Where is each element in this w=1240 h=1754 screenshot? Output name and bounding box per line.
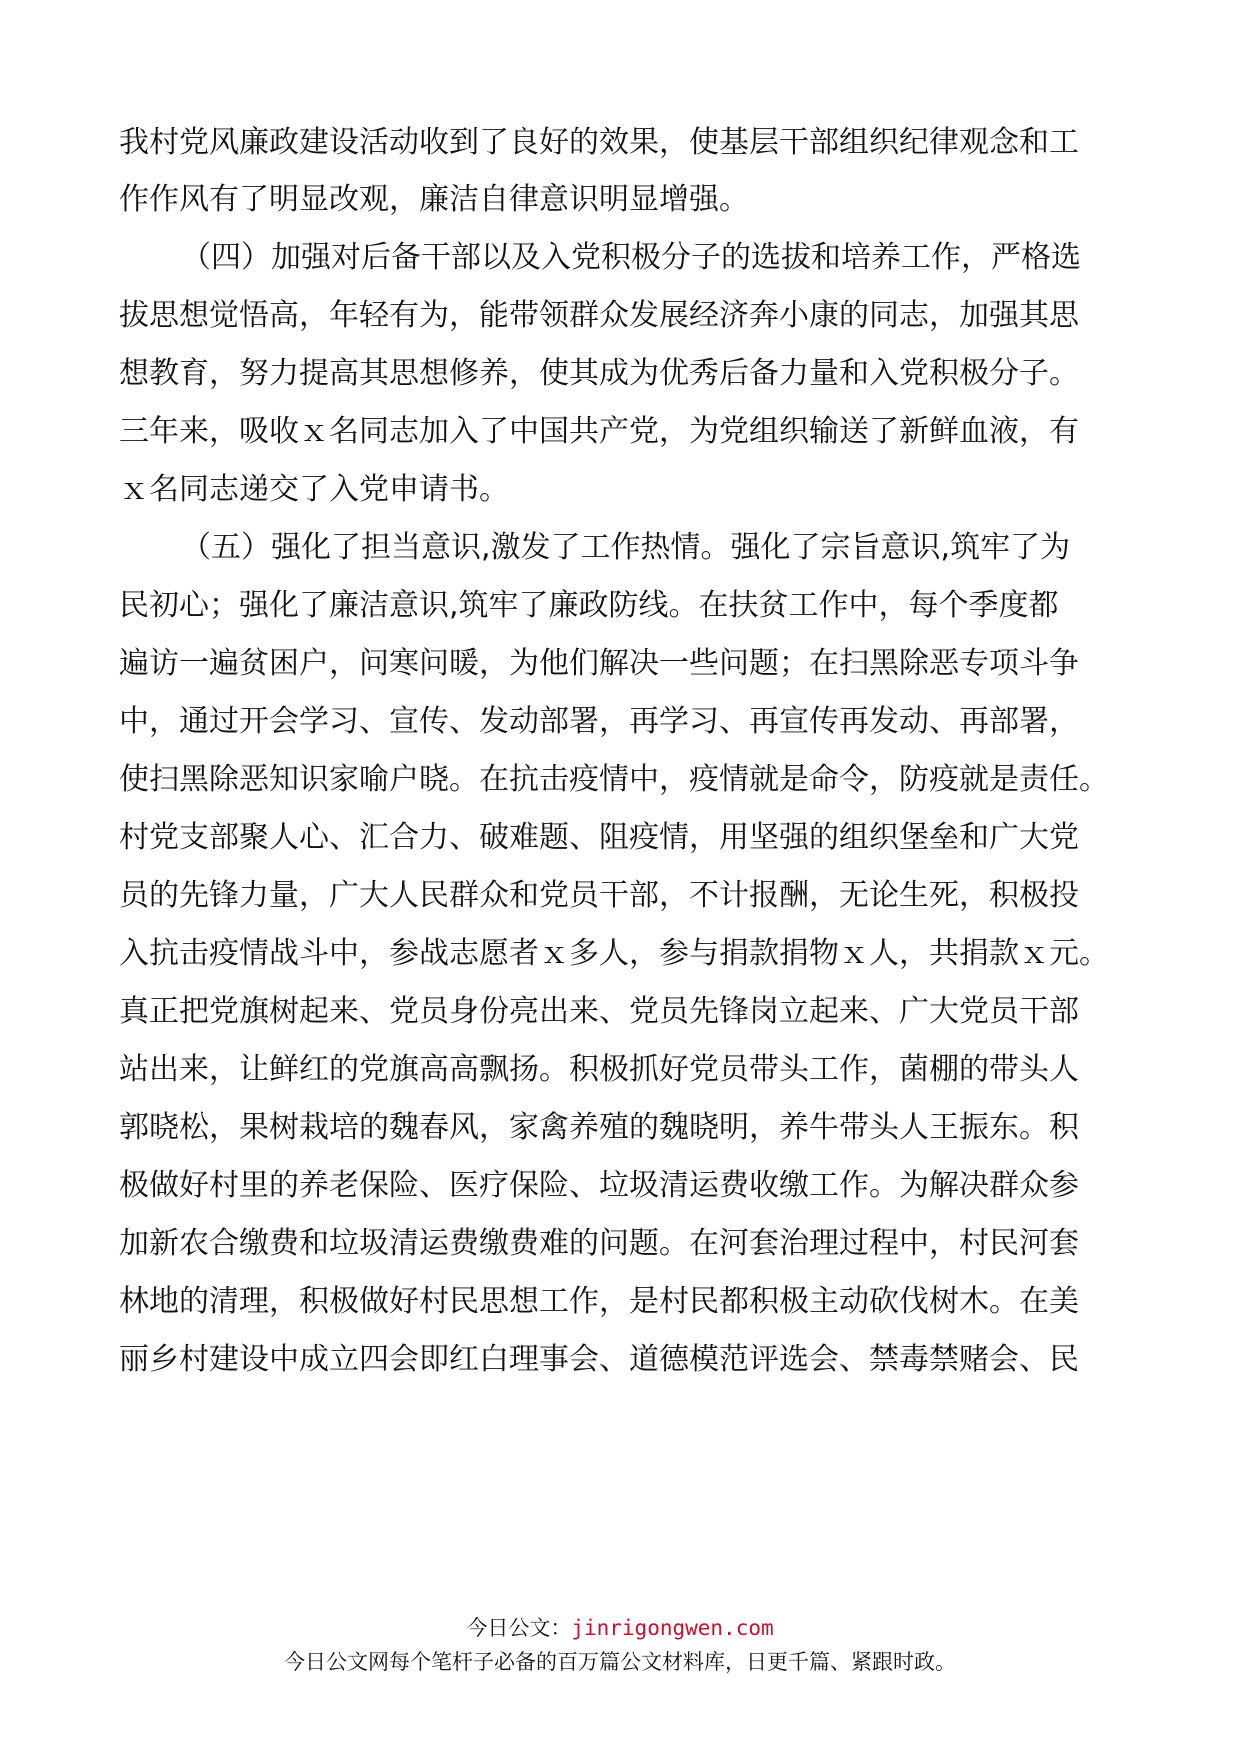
- paragraph-line: 真正把党旗树起来、党员身份亮出来、党员先锋岗立起来、广大党员干部: [119, 994, 1079, 1029]
- paragraph-line: 作作风有了明显改观，廉洁自律意识明显增强。: [119, 182, 749, 217]
- paragraph-line: （五）强化了担当意识,激发了工作热情。强化了宗旨意识,筑牢了为: [181, 530, 1071, 565]
- paragraph-line: 遍访一遍贫困户，问寒问暖，为他们解决一些问题；在扫黑除恶专项斗争: [119, 646, 1079, 681]
- paragraph-line: 中，通过开会学习、宣传、发动部署，再学习、再宣传再发动、再部署，: [119, 704, 1079, 739]
- paragraph-line: 民初心；强化了廉洁意识,筑牢了廉政防线。在扶贫工作中，每个季度都: [119, 588, 1059, 623]
- paragraph-line: 加新农合缴费和垃圾清运费缴费难的问题。在河套治理过程中，村民河套: [119, 1226, 1079, 1261]
- paragraph-line: 使扫黑除恶知识家喻户晓。在抗击疫情中，疫情就是命令，防疫就是责任。: [119, 762, 1109, 797]
- paragraph-line: 想教育，努力提高其思想修养，使其成为优秀后备力量和入党积极分子。: [119, 356, 1079, 391]
- footer-tagline: 今日公文网每个笔杆子必备的百万篇公文材料库，日更千篇、紧跟时政。: [284, 1650, 956, 1674]
- paragraph-line: 站出来，让鲜红的党旗高高飘扬。积极抓好党员带头工作，菌棚的带头人: [119, 1052, 1079, 1087]
- paragraph-line: 林地的清理，积极做好村民思想工作，是村民都积极主动砍伐树木。在美: [119, 1284, 1079, 1319]
- paragraph-line: 丽乡村建设中成立四会即红白理事会、道德模范评选会、禁毒禁赌会、民: [119, 1342, 1079, 1377]
- paragraph-line: 极做好村里的养老保险、医疗保险、垃圾清运费收缴工作。为解决群众参: [119, 1168, 1079, 1203]
- paragraph-line: 员的先锋力量，广大人民群众和党员干部，不计报酬，无论生死，积极投: [119, 878, 1079, 913]
- paragraph-line: 入抗击疫情战斗中，参战志愿者ｘ多人，参与捐款捐物ｘ人，共捐款ｘ元。: [119, 936, 1109, 971]
- paragraph-line: ｘ名同志递交了入党申请书。: [119, 472, 509, 507]
- footer-site-link[interactable]: jinrigongwen.com: [571, 1616, 774, 1640]
- paragraph-line: 拔思想觉悟高，年轻有为，能带领群众发展经济奔小康的同志，加强其思: [119, 298, 1079, 333]
- paragraph-line: （四）加强对后备干部以及入党积极分子的选拔和培养工作，严格选: [181, 240, 1081, 275]
- footer-site-label: 今日公文：: [466, 1616, 572, 1640]
- footer-site: [0, 1614, 1240, 1642]
- paragraph-line: 三年来，吸收ｘ名同志加入了中国共产党，为党组织输送了新鲜血液，有: [119, 414, 1079, 449]
- paragraph-line: 郭晓松，果树栽培的魏春风，家禽养殖的魏晓明，养牛带头人王振东。积: [119, 1110, 1079, 1145]
- paragraph-line: 村党支部聚人心、汇合力、破难题、阻疫情，用坚强的组织堡垒和广大党: [119, 820, 1079, 855]
- paragraph-line: 我村党风廉政建设活动收到了良好的效果，使基层干部组织纪律观念和工: [119, 125, 1079, 160]
